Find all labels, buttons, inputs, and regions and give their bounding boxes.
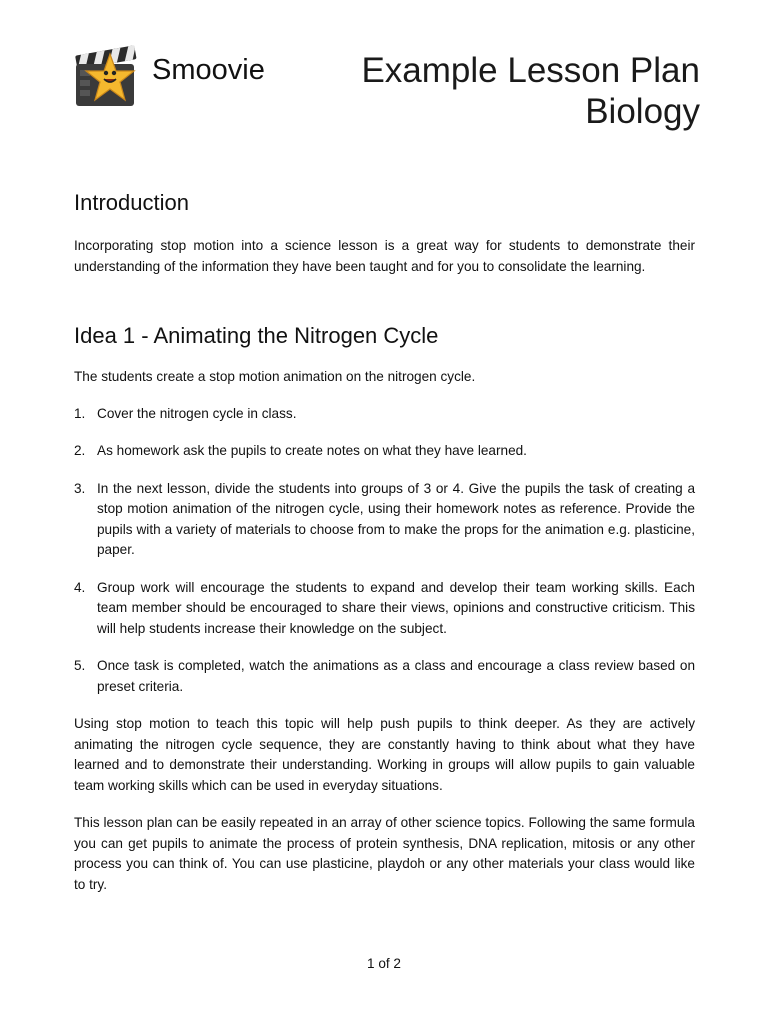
brand-name: Smoovie [152, 54, 265, 86]
list-item-number: 5. [74, 658, 86, 673]
list-item-number: 3. [74, 480, 86, 496]
document-body [74, 188, 695, 895]
introduction-paragraph: Incorporating stop motion into a science lesson is a great way for students to demonstrate their understanding of the information they have been taught and for you to consolidate the learning. [74, 238, 695, 274]
document-title-line1: Example Lesson Plan [361, 51, 700, 90]
list-item-number: 4. [74, 579, 86, 595]
idea-1-lead-paragraph: The students create a stop motion animation on the nitrogen cycle. [74, 369, 476, 384]
list-item-text: As homework ask the pupils to create notes on what they have learned. [97, 443, 527, 458]
list-item [74, 441, 695, 462]
idea-1-heading: Idea 1 - Animating the Nitrogen Cycle [74, 323, 439, 348]
list-item [74, 656, 695, 697]
introduction-heading: Introduction [74, 190, 189, 215]
list-item [74, 578, 695, 640]
list-item [74, 404, 695, 425]
list-item-text: Once task is completed, watch the animations as a class and encourage a class review based on preset criteria. [97, 658, 695, 694]
document-title-line2: Biology [585, 92, 700, 131]
list-item-number: 1. [74, 405, 86, 421]
list-item-text: Cover the nitrogen cycle in class. [97, 405, 297, 421]
list-item-number: 2. [74, 443, 86, 458]
document-title [361, 50, 700, 132]
list-item [74, 479, 695, 561]
outro-paragraph: This lesson plan can be easily repeated in an array of other science topics. Following the same formula you can get pupils to animate the process of protein synthesis, DNA replication, mitosis or any other process you can think of. You can use plasticine, playdoh or any other materials your class would like to try. [74, 815, 695, 892]
smoovie-logo [72, 40, 144, 110]
summary-paragraph: Using stop motion to teach this topic will help push pupils to think deeper. As they are actively animating the nitrogen cycle sequence, they are constantly having to think about what they have learned and to demonstrate their understanding. Working in groups will allow pupils to gain valuable team working skills which can be used in everyday situations. [74, 716, 695, 793]
clapperboard-star-icon [72, 40, 144, 110]
list-item-text: In the next lesson, divide the students into groups of 3 or 4. Give the pupils the task of creating a stop motion animation of the nitrogen cycle, using their homework notes as reference. Provide the pupils with a variety of materials to choose from to make the props for the animation e.g. plasticine, paper. [97, 480, 695, 557]
list-item-text: Group work will encourage the students to expand and develop their team working skills. Each team member should be encouraged to share their views, opinions and constructive criticism. This will help students increase their knowledge on the subject. [97, 579, 695, 636]
page-indicator: 1 of 2 [366, 956, 401, 971]
steps-list [74, 404, 695, 698]
